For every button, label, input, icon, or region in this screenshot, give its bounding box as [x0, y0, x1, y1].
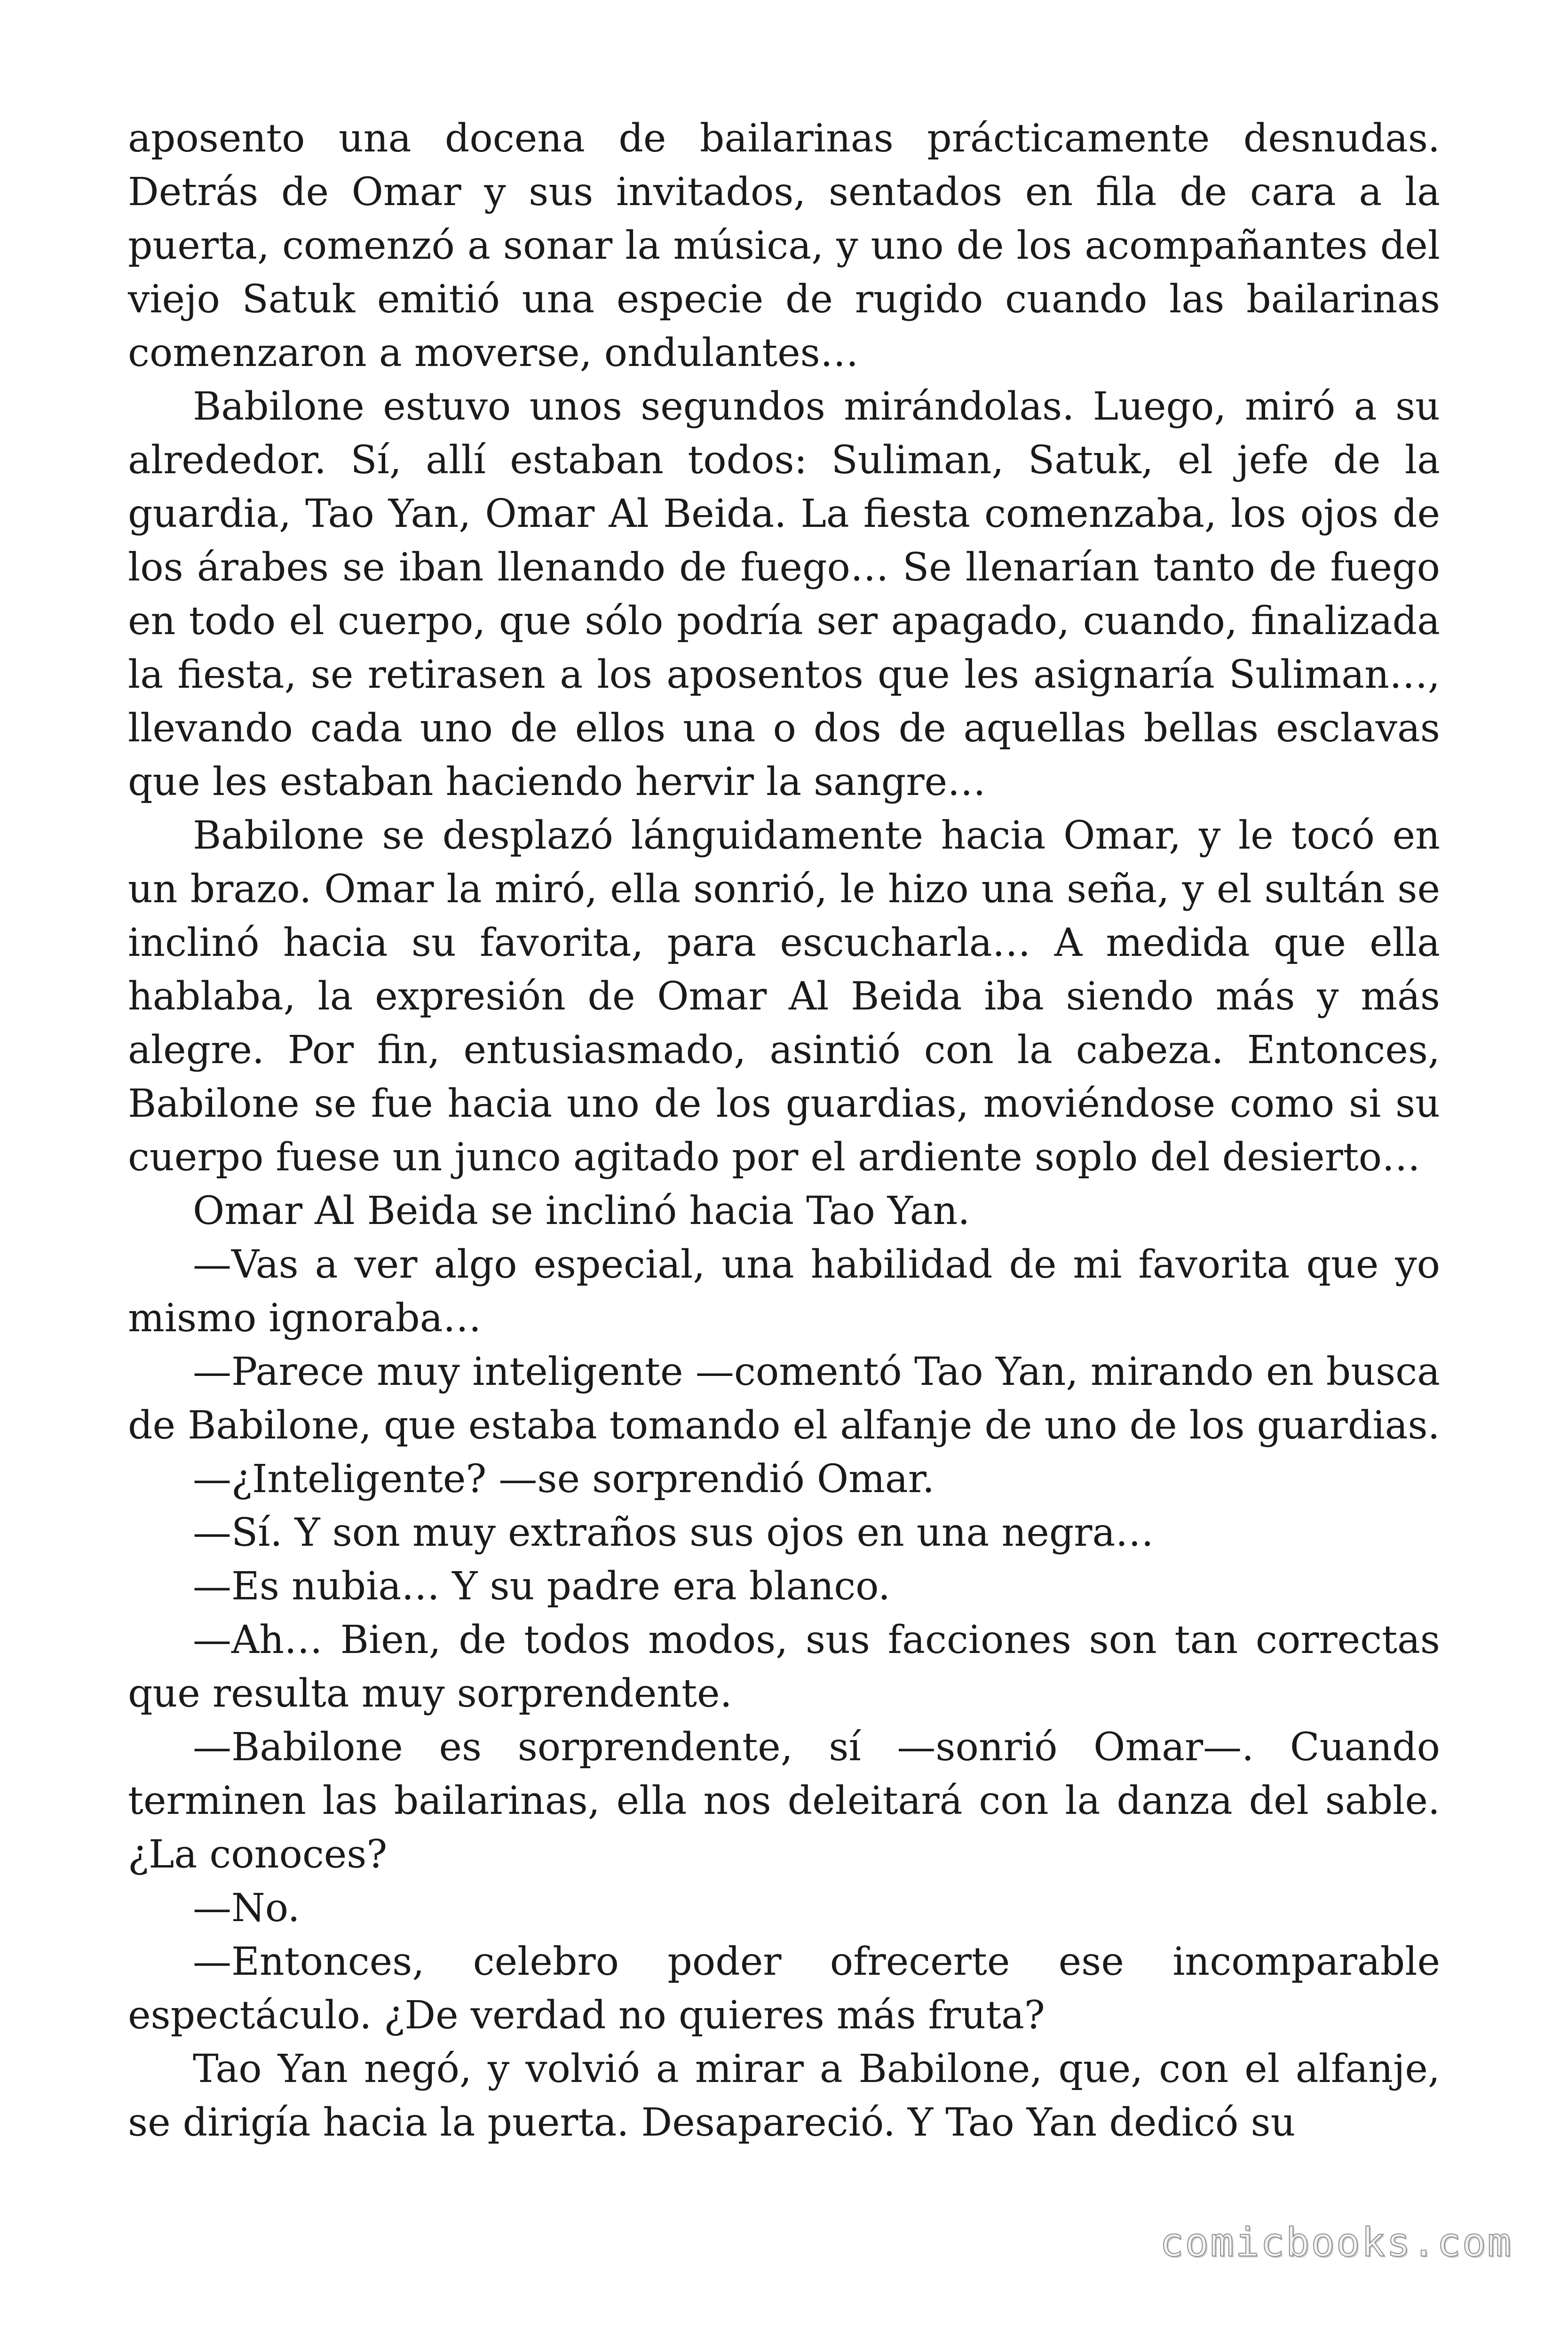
paragraph: Tao Yan negó, y volvió a mirar a Babilone, que, con el alfanje, se dirigía hacia la puerta. Desapareció. Y Tao Yan dedicó su: [128, 2047, 1440, 2145]
watermark-logo: comicbooks.com: [1159, 2219, 1513, 2265]
dialogue-line: —Entonces, celebro poder ofrecerte ese incomparable espectáculo. ¿De verdad no quieres más fruta?: [128, 1939, 1440, 2038]
paragraph: Babilone se desplazó lánguidamente hacia Omar, y le tocó en un brazo. Omar la miró, ella sonrió, le hizo una seña, y el sultán se inclinó hacia su favorita, para escucharla… A medida que ella hablaba, la expresión de Omar Al Beida iba siendo más y más alegre. Por fin, entusiasmado, asintió con la cabeza. Entonces, Babilone se fue hacia uno de los guardias, moviéndose como si su cuerpo fuese un junco agitado por el ardiente soplo del desierto…: [128, 813, 1440, 1180]
dialogue-line: —Ah… Bien, de todos modos, sus facciones son tan correctas que resulta muy sorprendente.: [128, 1618, 1440, 1716]
dialogue-line: —Parece muy inteligente —comentó Tao Yan, mirando en busca de Babilone, que estaba tomando el alfanje de uno de los guardias.: [128, 1350, 1440, 1448]
dialogue-line: —Sí. Y son muy extraños sus ojos en una negra…: [193, 1510, 1154, 1555]
dialogue-line: —Babilone es sorprendente, sí —sonrió Omar—. Cuando terminen las bailarinas, ella nos deleitará con la danza del sable. ¿La conoces?: [128, 1725, 1440, 1877]
dialogue-line: —Vas a ver algo especial, una habilidad de mi favorita que yo mismo ignoraba…: [128, 1242, 1440, 1341]
paragraph: Babilone estuvo unos segundos mirándolas. Luego, miró a su alrededor. Sí, allí estaban todos: Suliman, Satuk, el jefe de la guardia, Tao Yan, Omar Al Beida. La fiesta comenzaba, los ojos de los árabes se iban llenando de fuego… Se llenarían tanto de fuego en todo el cuerpo, que sólo podría ser apagado, cuando, finalizada la fiesta, se retirasen a los aposentos que les asignaría Suliman…, llevando cada uno de ellos una o dos de aquellas bellas esclavas que les estaban haciendo hervir la sangre…: [128, 384, 1440, 804]
book-page-text: [128, 112, 1440, 2150]
dialogue-line: —¿Inteligente? —se sorprendió Omar.: [193, 1457, 935, 1502]
dialogue-line: —No.: [193, 1886, 300, 1931]
paragraph: Omar Al Beida se inclinó hacia Tao Yan.: [193, 1189, 970, 1233]
dialogue-line: —Es nubia… Y su padre era blanco.: [193, 1564, 891, 1609]
paragraph-continuation: aposento una docena de bailarinas prácticamente desnudas. Detrás de Omar y sus invitados, sentados en fila de cara a la puerta, comenzó a sonar la música, y uno de los acompañantes del viejo Satuk emitió una especie de rugido cuando las bailarinas comenzaron a moverse, ondulantes…: [128, 116, 1440, 375]
